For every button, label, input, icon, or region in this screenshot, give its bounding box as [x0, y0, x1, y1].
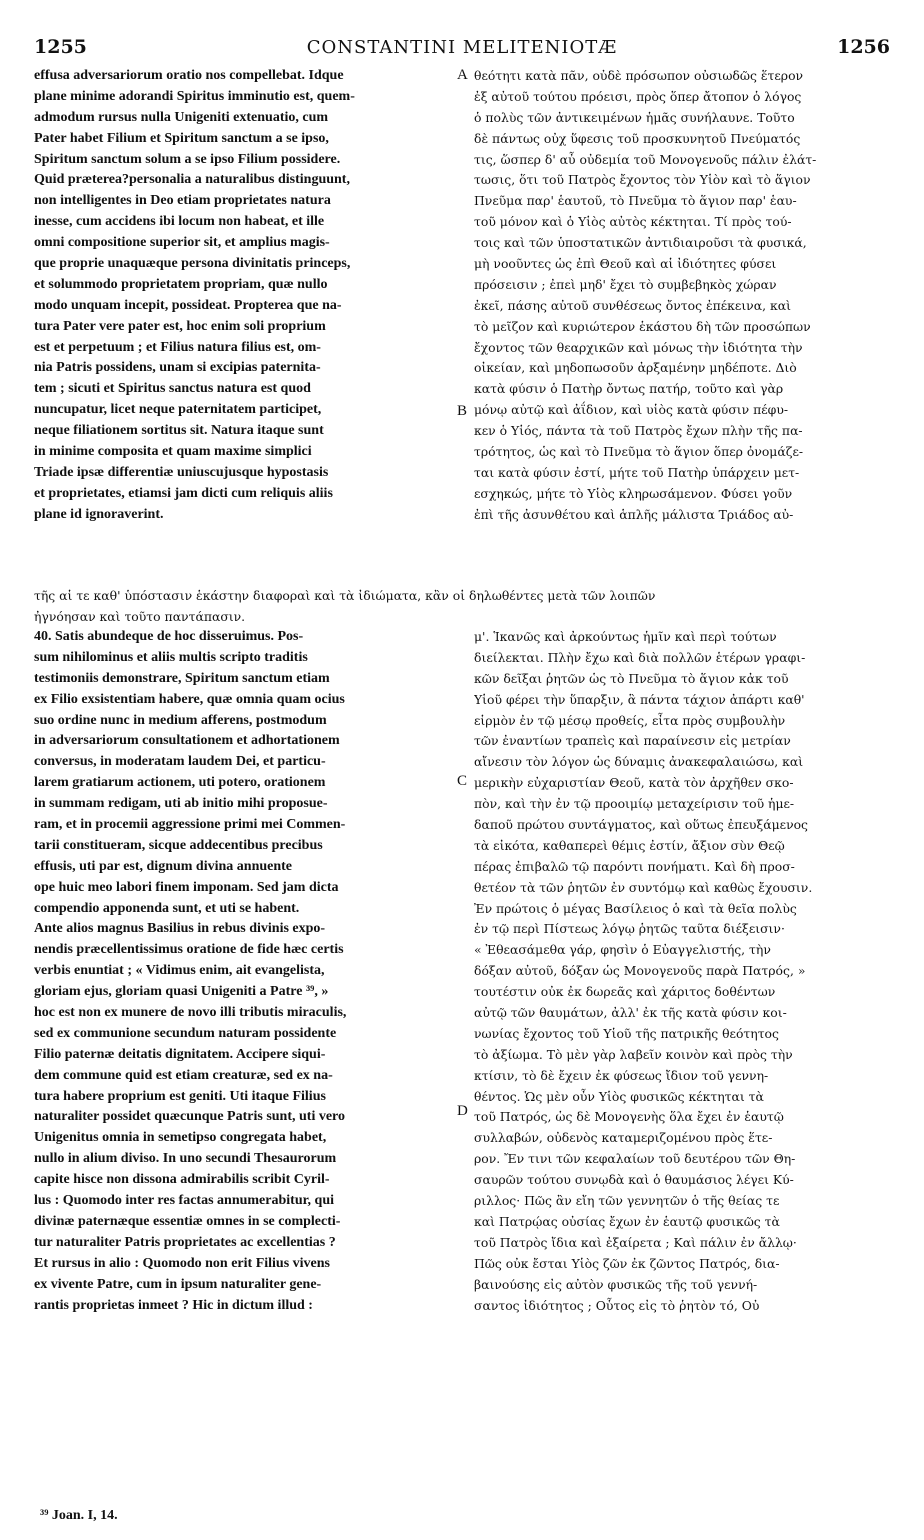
greek-text-line: νωνίας ἔχοντος τοῦ Υἱοῦ τῆς πατρικῆς θεότητος	[474, 1025, 779, 1041]
latin-text-line: Pater habet Filium et Spiritum sanctum a se ipso,	[34, 130, 329, 146]
greek-text-line: τὸ ἀξίωμα. Τὸ μὲν γὰρ λαβεῖν κοινὸν καὶ πρὸς τὴν	[474, 1046, 793, 1062]
latin-text-line: compendio apponenda sunt, et uti se habent.	[34, 900, 300, 916]
greek-text-line: τουτέστιν οὐκ ἐκ δωρεᾶς καὶ χάριτος δοθέντων	[474, 984, 776, 1000]
greek-text-line: οἰκείαν, καὶ μηδοπωσοῦν ἀρξαμένην μηδέποτε. Διὸ	[474, 360, 797, 376]
greek-text-line: ἔχοντος τῶν θεαρχικῶν καὶ μόνως τὴν ἰδιότητα τὴν	[474, 339, 803, 355]
greek-text-line: ἐπὶ τῆς ἀσυνθέτου καὶ ἁπλῆς μάλιστα Τριάδος αὐ-	[474, 506, 794, 522]
page-number-right: 1256	[837, 36, 890, 58]
latin-text-line: effusis, uti par est, dignum divina annuente	[34, 858, 293, 874]
greek-span-line: ἠγνόησαν καὶ τοῦτο παντάπασιν.	[34, 609, 246, 624]
greek-column-upper	[474, 66, 894, 526]
greek-text-line: θέντος. Ὡς μὲν οὖν Υἱὸς φυσικῶς κέκτηται τὰ	[474, 1088, 764, 1104]
latin-text-line: 40. Satis abundeque de hoc disseruimus. Pos-	[34, 629, 304, 644]
latin-text-line: nia Patris possidens, unam si excipias paternita-	[34, 360, 321, 376]
greek-text-line: πέρας ἐπιβαλῶ τῷ παρόντι πονήματι. Καὶ δὴ προσ-	[474, 858, 795, 874]
latin-text-line: hoc est non ex munere de novo illi tributis miraculis,	[34, 1005, 347, 1021]
page-header	[34, 36, 890, 62]
greek-text-line: Πῶς οὐκ ἔσται Υἱὸς ζῶν ἐκ ζῶντος Πατρός, δια-	[474, 1255, 780, 1271]
latin-text-line: est et perpetuum ; et Filius natura filius est, om-	[34, 339, 321, 355]
greek-text-line: σαυρῶν τούτου συνῳδὰ καὶ ὁ θαυμάσιος λέγει Κύ-	[474, 1172, 794, 1188]
greek-text-line: Πνεῦμα παρ' ἑαυτοῦ, τὸ Πνεῦμα τὸ ἅγιον παρ' ἑαυ-	[474, 193, 797, 209]
latin-text-line: rantis proprietas inmeet ? Hic in dictum illud :	[34, 1297, 313, 1313]
greek-text-line: αὐτῷ τῶν θαυμάτων, ἀλλ' ἐκ τῆς κατὰ φύσιν κοι-	[474, 1005, 787, 1021]
greek-text-line: μερικὴν εὐχαριστίαν Θεοῦ, κατὰ τὸν ἀρχῆθεν σκο-	[474, 775, 794, 791]
latin-text-line: nuncupatur, licet neque paternitatem participet,	[34, 402, 322, 418]
greek-text-line: δὲ πάντως οὐχ ὕφεσις τοῦ προσκυνητοῦ Πνεύματός	[474, 130, 801, 146]
latin-text-line: et proprietates, etiamsi jam dicti cum reliquis aliis	[34, 485, 333, 501]
greek-column-lower	[474, 627, 894, 1316]
greek-text-line: τοῦ Πατρὸς ἴδια καὶ ἐξαίρετα ; Καὶ πάλιν ἐν ἄλλῳ·	[474, 1234, 797, 1250]
latin-text-line: Ante alios magnus Basilius in rebus divinis expo-	[34, 921, 326, 937]
latin-text-line: Unigenitus omnia in semetipso congregata habet,	[34, 1130, 327, 1146]
greek-text-line: ἐξ αὐτοῦ τούτου πρόεισι, πρὸς ὅπερ ἄτοπον ὁ λόγος	[474, 88, 802, 104]
greek-text-line: τις, ὥσπερ δ' αὖ οὐδεμία τοῦ Μονογενοῦς πάλιν ἐλάτ-	[474, 151, 817, 167]
greek-text-line: ρον. Ἔν τινι τῶν κεφαλαίων τοῦ δευτέρου τῶν Θη-	[474, 1151, 796, 1167]
latin-text-line: gloriam ejus, gloriam quasi Unigeniti a Patre ³⁹, »	[34, 984, 329, 1000]
latin-text-line: conversus, in moderatam laudem Dei, et particu-	[34, 754, 326, 770]
latin-text-line: nendis præcellentissimus oratione de fide hæc certis	[34, 942, 344, 958]
latin-text-line: ex Filio exsistentiam habere, quæ omnia quam ocius	[34, 691, 345, 707]
greek-text-line: σαντος ἰδιότητος ; Οὗτος εἰς τὸ ῥητὸν τό, Οὐ	[474, 1297, 760, 1313]
latin-text-line: plane minime adorandi Spiritus imminutio est, quem-	[34, 88, 355, 104]
latin-text-line: et solummodo proprietatem propriam, quæ nullo	[34, 276, 328, 292]
latin-text-line: larem gratiarum actionem, uti potero, orationem	[34, 775, 326, 791]
greek-span-line: τῆς αἱ τε καθ' ὑπόστασιν ἑκάστην διαφοραὶ καὶ τὰ ἰδιώματα, κἂν οἱ δηλωθέντες μετὰ τῶν λοιπῶν	[34, 588, 656, 603]
latin-text-line: Triade ipsæ differentiæ uniuscujusque hypostasis	[34, 464, 329, 480]
latin-text-line: tura habere proprium est geniti. Uti itaque Filius	[34, 1088, 326, 1104]
latin-text-line: tem ; sicuti et Spiritus sanctus natura est quod	[34, 381, 311, 397]
greek-text-line: μ'. Ἱκανῶς καὶ ἀρκούντως ἡμῖν καὶ περὶ τούτων	[474, 629, 777, 644]
latin-column-lower	[34, 627, 456, 1316]
greek-text-line: βαινούσης εἰς αὐτὸν φυσικῶς τῆς τοῦ γεννή-	[474, 1276, 758, 1292]
latin-text-line: ex vivente Patre, cum in ipsum naturaliter gene-	[34, 1276, 322, 1292]
latin-text-line: non intelligentes in Deo etiam proprietates natura	[34, 193, 331, 209]
latin-text-line: testimoniis demonstrare, Spiritum sanctum etiam	[34, 670, 330, 686]
greek-text-line: ἐκεῖ, πάσης αὐτοῦ συνθέσεως ὄντος ἐπέκεινα, καὶ	[474, 297, 791, 313]
latin-text-line: que proprie unaquæque persona divinitatis princeps,	[34, 256, 351, 272]
latin-text-line: modo unquam incepit, possideat. Propterea que na-	[34, 297, 342, 313]
latin-text-line: dem commune quid est etiam creaturæ, sed ex na-	[34, 1067, 333, 1083]
greek-text-line: ὁ πολὺς τῶν ἀντικειμένων ἡμᾶς συνήλαυνε. Τοῦτο	[474, 109, 795, 125]
greek-text-line: « Ἐθεασάμεθα γάρ, φησὶν ὁ Εὐαγγελιστής, τὴν	[474, 942, 771, 958]
latin-text-line: Filio paternæ deitatis dignitatem. Accipere siqui-	[34, 1046, 326, 1062]
latin-text-line: lus : Quomodo inter res factas annumerabitur, qui	[34, 1193, 334, 1209]
latin-text-line: in summam redigam, uti ab initio mihi proposue-	[34, 796, 328, 812]
latin-text-line: neque filiationem sortitus sit. Natura itaque sunt	[34, 423, 324, 439]
latin-text-line: naturaliter possidet quæcunque Patris sunt, uti vero	[34, 1109, 346, 1125]
latin-text-line: suo ordine nunc in medium afferens, postmodum	[34, 712, 327, 728]
greek-text-line: Υἱοῦ φέρει τὴν ὕπαρξιν, ἃ πάντα τάχιον ἀπάρτι καθ'	[474, 691, 805, 707]
latin-text-line: in minime composita et quam maxime simplici	[34, 444, 312, 460]
greek-text-line: πρόσεισιν ; ἐπεὶ μηδ' ἔχει τὸ συμβεβηκὸς χώραν	[474, 276, 777, 292]
latin-text-line: Spiritum sanctum solum a se ipso Filium possidere.	[34, 151, 341, 167]
greek-text-line: κτίσιν, τὸ δὲ ἔχειν ἐκ φύσεως ἴδιον τοῦ γεννη-	[474, 1067, 769, 1083]
greek-text-line: κατὰ φύσιν ὁ Πατὴρ ὄντως πατήρ, τοῦτο καὶ γὰρ	[474, 381, 784, 397]
greek-text-line: τῶν ἐναντίων τραπεὶς καὶ παραίνεσιν εἰς μετρίαν	[474, 733, 791, 749]
greek-text-line: τοις καὶ τῶν ὑποστατικῶν ἀντιδιαιροῦσι τὰ φυσικά,	[474, 235, 807, 251]
greek-text-line: πὸν, καὶ τὴν ἐν τῷ προοιμίῳ μεταχείρισιν τοῦ ἡμε-	[474, 796, 795, 812]
latin-text-line: admodum rursus nulla Unigeniti extenuatio, cum	[34, 109, 329, 125]
greek-text-line: θεότητι κατὰ πᾶν, οὐδὲ πρόσωπον οὐσιωδῶς ἕτερον	[474, 68, 804, 83]
latin-text-line: ram, et in procemii aggressione primi mei Commen-	[34, 817, 346, 833]
greek-text-line: Ἐν πρώτοις ὁ μέγας Βασίλειος ὁ καὶ τὰ θεῖα πολὺς	[474, 900, 797, 916]
margin-letter: B	[457, 403, 468, 419]
greek-text-line: δαποῦ πρώτου συντάγματος, καὶ οὕτως ἐπευξάμενος	[474, 817, 808, 833]
margin-letter: D	[457, 1103, 468, 1119]
latin-text-line: capite hisce non dissona admirabilis scribit Cyril-	[34, 1172, 330, 1188]
page-number-left: 1255	[34, 36, 87, 58]
latin-text-line: tur naturaliter Patris proprietates ac excellentias ?	[34, 1234, 336, 1250]
greek-text-line: διείλεκται. Πλὴν ἔχω καὶ διὰ πολλῶν ἑτέρων γραφι-	[474, 649, 806, 665]
greek-text-line: καὶ Πατρῴας οὐσίας ἔχων ἐν ἑαυτῷ φυσικῶς τὰ	[474, 1213, 780, 1229]
latin-text-line: Et rursus in alio : Quomodo non erit Filius vivens	[34, 1255, 330, 1271]
latin-text-line: verbis enuntiat ; « Vidimus enim, ait evangelista,	[34, 963, 325, 979]
greek-text-line: τρότητος, ὡς καὶ τὸ Πνεῦμα τὸ ἅγιον ὅπερ ὀνομάζε-	[474, 444, 804, 460]
greek-text-line: τὸ μεῖζον καὶ κυριώτερον ἑκάστου δὴ τῶν προσώπων	[474, 318, 811, 334]
greek-text-line: ἐν τῷ περὶ Πίστεως λόγῳ ῥητῶς ταῦτα διέξεισιν·	[474, 921, 785, 937]
greek-text-line: μόνῳ αὐτῷ καὶ ἀΐδιον, καὶ υἱὸς κατὰ φύσιν πέφυ-	[474, 402, 789, 418]
greek-text-line: αἴνεσιν τὸν λόγον ὡς δύναμις ἀνακεφαλαιώσω, καὶ	[474, 754, 804, 770]
latin-text-line: inesse, cum accidens ibi locum non habeat, et ille	[34, 214, 325, 230]
latin-text-line: tarii constitueram, sicque addecentibus precibus	[34, 837, 323, 853]
greek-text-line: τοῦ μόνον καὶ ὁ Υἱὸς αὐτὸς κέκτηται. Τί πρὸς τού-	[474, 214, 792, 230]
greek-text-line: εσχηκώς, μήτε τὸ Υἱὸς κληρωσάμενον. Φύσει γοῦν	[474, 485, 793, 501]
latin-text-line: ope huic meo labori finem imponam. Sed jam dicta	[34, 879, 339, 895]
footnote: ³⁹ Joan. I, 14.	[40, 1508, 118, 1523]
latin-column-upper	[34, 66, 456, 526]
greek-text-line: τὰ εἰκότα, καθαπερεὶ θέμις ἐστίν, ἄξιον σὺν Θεῷ	[474, 837, 785, 853]
latin-text-line: tura Pater vere pater est, hoc enim soli proprium	[34, 318, 326, 334]
greek-text-line: τωσις, ὅτι τοῦ Πατρὸς ἔχοντος τὸν Υἱὸν καὶ τὸ ἅγιον	[474, 172, 811, 188]
latin-text-line: in adversariorum consultationem et adhortationem	[34, 733, 340, 749]
greek-text-line: κεν ὁ Υἱός, πάντα τὰ τοῦ Πατρὸς ἔχων πλὴν τῆς πα-	[474, 423, 803, 439]
latin-text-line: effusa adversariorum oratio nos compellebat. Idque	[34, 68, 344, 83]
greek-text-line: μὴ νοοῦντες ὡς ἐπὶ Θεοῦ καὶ αἱ ἰδιότητες φύσει	[474, 256, 777, 272]
latin-text-line: omni compositione superior sit, et amplius magis-	[34, 235, 330, 251]
running-title: CONSTANTINI MELITENIOTÆ	[306, 37, 618, 58]
greek-text-line: ται κατὰ φύσιν ἐστί, μήτε τοῦ Πατὴρ ὑπάρχειν μετ-	[474, 464, 800, 480]
greek-text-line: κῶν δεῖξαι ῥητῶν ὡς τὸ Πνεῦμα τὸ ἅγιον κἀκ τοῦ	[474, 670, 789, 686]
greek-text-line: συλλαβών, οὐδενὸς καταμεριζομένου πρὸς ἕτε-	[474, 1130, 773, 1146]
margin-letter: C	[457, 773, 468, 789]
latin-text-line: plane id ignoraverint.	[34, 506, 164, 522]
latin-text-line: divinæ paternæque essentiæ omnes in se complecti-	[34, 1213, 341, 1229]
latin-text-line: nullo in alium diviso. In uno secundi Thesaurorum	[34, 1151, 337, 1167]
margin-letter: A	[457, 67, 468, 83]
latin-text-line: sed ex communione secundum naturam possidente	[34, 1025, 337, 1041]
latin-text-line: Quid præterea?personalia a naturalibus distinguunt,	[34, 172, 350, 188]
greek-text-line: τοῦ Πατρός, ὡς δὲ Μονογενὴς ὅλα ἔχει ἐν ἑαυτῷ	[474, 1109, 784, 1125]
latin-text-line: sum nihilominus et aliis multis scripto traditis	[34, 649, 308, 665]
greek-text-line: ριλλος· Πῶς ἂν εἴη τῶν γεννητῶν ὁ τῆς θείας τε	[474, 1193, 780, 1209]
greek-text-line: δόξαν αὐτοῦ, δόξαν ὡς Μονογενοῦς παρὰ Πατρός, »	[474, 963, 806, 979]
greek-text-line: θετέον τὰ τῶν ῥητῶν ἐν συντόμῳ καὶ καθὼς ἔχουσιν.	[474, 879, 813, 895]
greek-text-line: εἱρμὸν ἐν τῷ μέσῳ προθείς, εἶτα πρὸς συμβουλὴν	[474, 712, 786, 728]
